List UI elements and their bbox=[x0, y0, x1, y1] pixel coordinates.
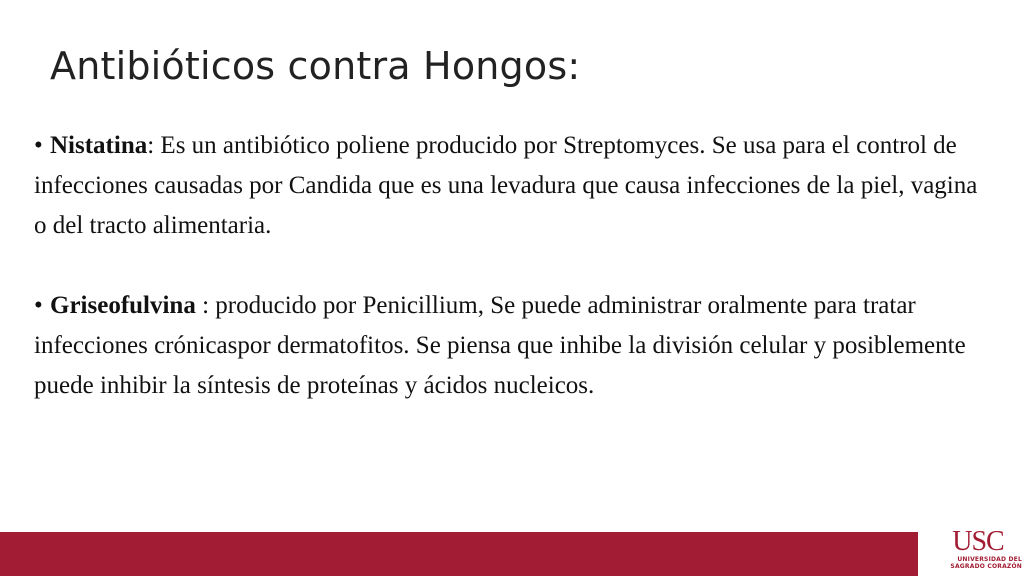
bullet-item-griseofulvina bbox=[34, 286, 994, 406]
slide-title: Antibióticos contra Hongos: bbox=[50, 44, 581, 88]
logo-caption bbox=[932, 556, 1022, 570]
bullet-text: : producido por Penicillium, Se puede administrar oralmente para tratar infecciones crónicaspor dermatofitos. Se piensa que inhibe la división celular y posiblemente puede inhibir la síntesis de proteínas y ácidos nucleicos. bbox=[34, 292, 966, 399]
bullet-item-nistatina bbox=[34, 126, 994, 246]
logo-caption-line: SAGRADO CORAZÓN bbox=[950, 563, 1022, 570]
bullet-icon: • bbox=[34, 292, 43, 319]
slide-content bbox=[34, 126, 994, 406]
logo-caption-line: UNIVERSIDAD DEL bbox=[957, 556, 1022, 563]
footer-bar bbox=[0, 532, 918, 576]
bullet-text: : Es un antibiótico poliene producido por Streptomyces. Se usa para el control de infecciones causadas por Candida que es una levadura que causa infecciones de la piel, vagina o del tracto alimentaria. bbox=[34, 132, 978, 239]
usc-logo-mark bbox=[938, 526, 1018, 554]
university-logo bbox=[928, 524, 1024, 576]
bullet-term: Griseofulvina bbox=[50, 292, 196, 319]
bullet-icon: • bbox=[34, 132, 43, 159]
svg-text:USC: USC bbox=[952, 526, 1004, 554]
bullet-term: Nistatina bbox=[50, 132, 148, 159]
